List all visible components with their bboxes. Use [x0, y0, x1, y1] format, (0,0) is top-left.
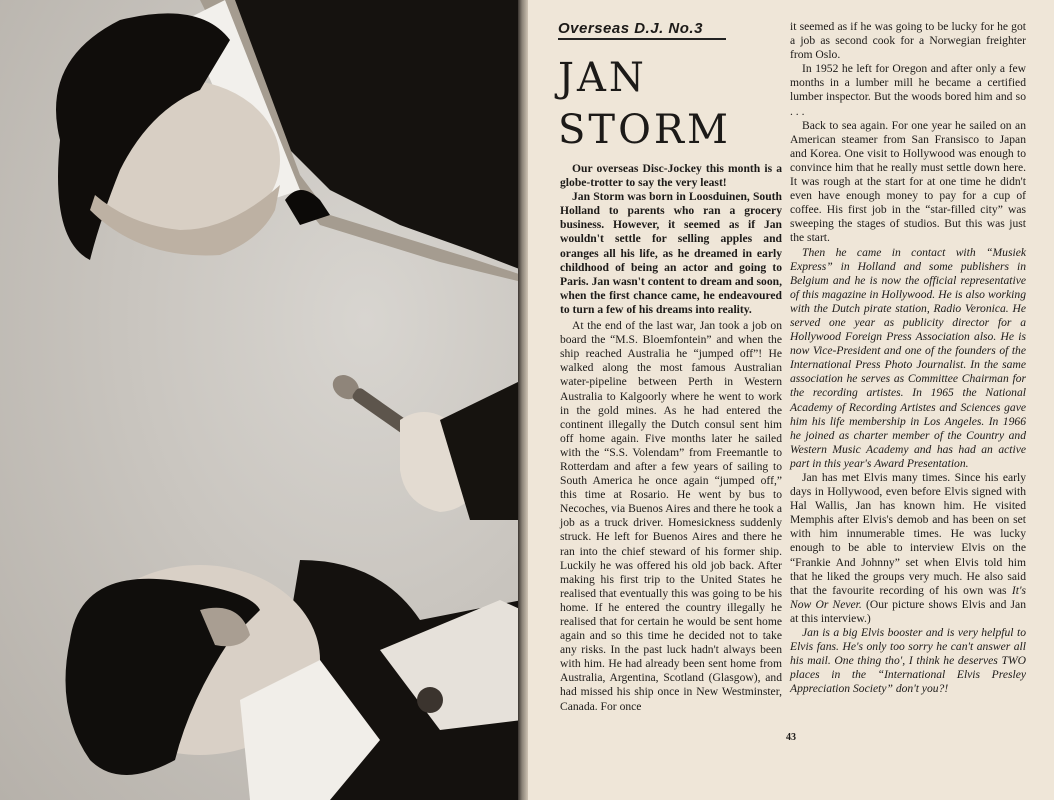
page-gutter	[518, 0, 528, 800]
lede-paragraph: Our overseas Disc-Jockey this month is a globe-trotter to say the very least!	[560, 162, 782, 190]
article-headline	[558, 52, 778, 156]
body-paragraph: it seemed as if he was going to be lucky for he got a job as second cook for a Norwegian freighter from Oslo.	[790, 20, 1026, 62]
elvis-paragraph: Jan has met Elvis many times. Since his early days in Hollywood, even before Elvis signed with Hal Wallis, Jan has known him. He visited Memphis after Elvis's demob and has been on set with him innumerable times. He was lucky enough to be able to interview Elvis on the “Frankie And Johnny” set when Elvis told him that he liked the groups very much. He also said that the favourite recording of his own was	[790, 471, 1026, 597]
photo-figure-icon	[0, 0, 522, 800]
page-number: 43	[786, 732, 796, 743]
series-title: Overseas D.J. No.3	[558, 20, 726, 40]
article-column-2	[790, 20, 1026, 697]
article-page	[528, 0, 1054, 800]
elvis-paragraph-tail: (Our picture shows Elvis and Jan at this interview.)	[790, 597, 1026, 625]
headline-line-2: STORM	[558, 107, 731, 153]
body-paragraph	[790, 471, 1026, 626]
body-paragraph: In 1952 he left for Oregon and after only a few months in a lumber mill he became a certified lumber inspector. But the woods bored him and so . . .	[790, 62, 1026, 118]
photo-page	[0, 0, 522, 800]
body-paragraph: At the end of the last war, Jan took a job on board the “M.S. Bloemfontein” and when the ship reached Australia he “jumped off”! He walked along the most famous Australian water-pipeline between Perth in Western Australia to Kalgoorly where he went to work in the gold mines. As he had entered the continent illegally the Dutch consul sent him off home again. Five months later he sailed with the “S.S. Volendam” from Freemantle to Rotterdam and after a few years of sailing to South America he once again “jumped off,” this time at Rosario. He went by bus to Necoches, via Buenos Aires and there he took a job as a truck driver. Homesickness suddenly struck. He left for Buenos Aires and there he ran into the chief steward of his former ship. Luckily he was offered his old job back. After making his first trip to the United States he realised that eventually this was going to be his home. If he entered the country illegally he realised that for certain he would be sent home again and so this time he decided not to take any risks. In the past luck hadn't always been with him. He had already been sent home from Australia, Argentina, Scotland (Glasgow), and had missed his ship once in New Westminster, Canada. For once	[560, 319, 782, 713]
lede-paragraph: Jan Storm was born in Loosduinen, South Holland to parents who ran a grocery business. However, it seemed as if Jan wouldn't settle for selling apples and oranges all his life, as he dreamed in early childhood of being an actor and going to Paris. Jan wasn't content to dream and soon, when the first chance came, he endeavoured to turn a few of his dreams into reality.	[560, 190, 782, 316]
song-title: It's Now Or Never.	[790, 583, 1026, 611]
headline-line-1: JAN	[558, 55, 647, 101]
closing-paragraph: Jan is a big Elvis booster and is very helpful to Elvis fans. He's only too sorry he can't answer all his mail. One thing tho', I think he deserves TWO places in the “International Elvis Presley Appreciation Society” don't you?!	[790, 626, 1026, 696]
body-paragraph: Back to sea again. For one year he sailed on an American steamer from San Fransisco to Japan and Korea. One visit to Hollywood was enough to convince him that he really must settle down here. It was rough at the start for at one time he didn't even have enough money to pay for a cup of coffee. His first job in the “star-filled city” was sweeping the stages of studios. But this was just the start.	[790, 118, 1026, 245]
italic-paragraph: Then he came in contact with “Musiek Express” in Holland and some publishers in Belgium and he is now the official representative of this magazine in Hollywood. He is also working with the Dutch pirate station, Radio Veronica. He served one year as publicity director for a Hollywood Foreign Press Association also. He is now Vice-President and one of the founders of the International Press Photo Journalist. In the same association he serves as Committee Chairman for the recording artistes. In 1965 the National Academy of Recording Artistes and Sciences gave him his life membership in Los Angeles. In 1966 he joined as charter member of the Country and Western Music Academy and has had an active part in this year's Award Presentation.	[790, 245, 1026, 470]
article-column-1	[560, 162, 782, 714]
